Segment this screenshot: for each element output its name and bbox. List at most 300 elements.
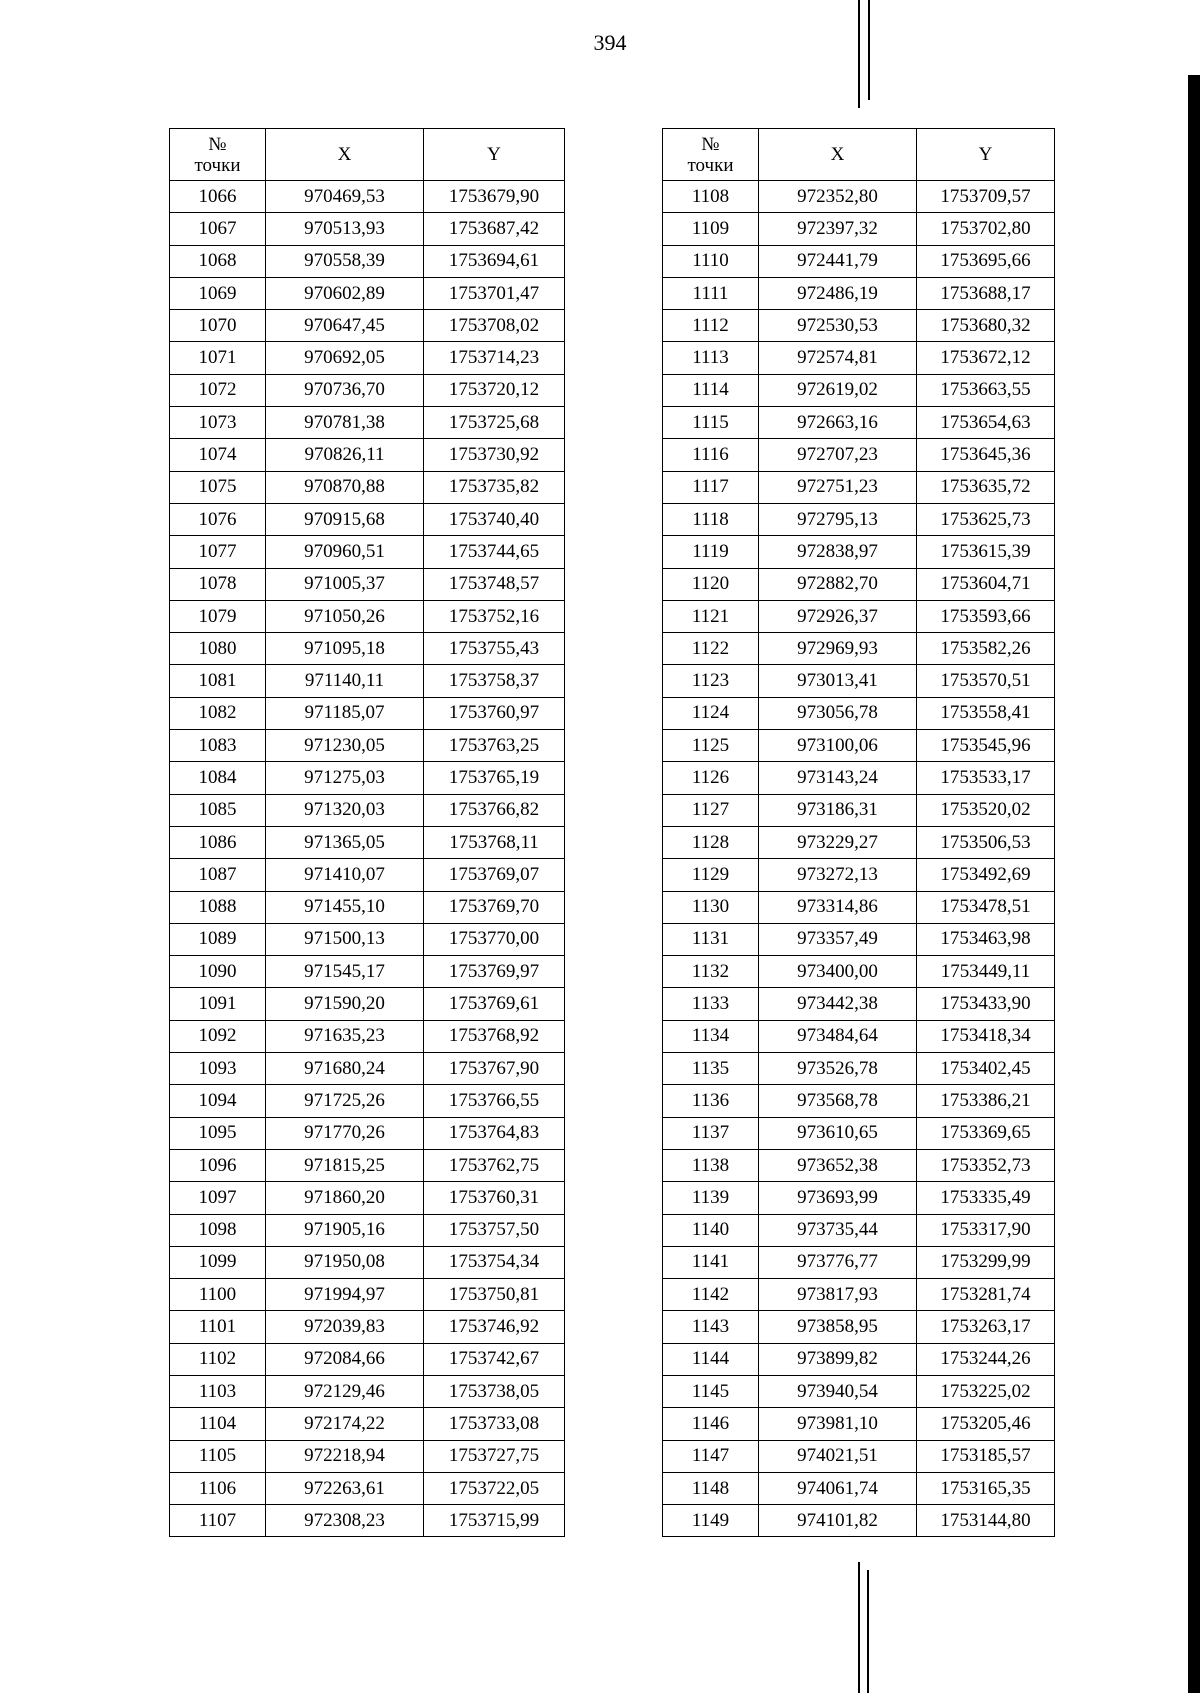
- table-row: [663, 310, 1055, 342]
- table-body: [170, 181, 565, 1537]
- point-number-cell: 1071: [170, 342, 266, 374]
- y-coordinate-cell: 1753733,08: [424, 1408, 565, 1440]
- y-coordinate-cell: 1753449,11: [917, 956, 1055, 988]
- table-row: [170, 730, 565, 762]
- table-body: [663, 181, 1055, 1537]
- table-row: [170, 697, 565, 729]
- x-coordinate-cell: 971365,05: [266, 826, 424, 858]
- x-coordinate-cell: 972882,70: [759, 568, 917, 600]
- y-coordinate-cell: 1753742,67: [424, 1343, 565, 1375]
- x-coordinate-cell: 970736,70: [266, 374, 424, 406]
- x-coordinate-cell: 972218,94: [266, 1440, 424, 1472]
- table-row: [663, 794, 1055, 826]
- point-number-cell: 1067: [170, 213, 266, 245]
- x-coordinate-cell: 973981,10: [759, 1408, 917, 1440]
- point-number-cell: 1080: [170, 633, 266, 665]
- x-coordinate-cell: 973100,06: [759, 730, 917, 762]
- y-coordinate-cell: 1753263,17: [917, 1311, 1055, 1343]
- point-number-cell: 1133: [663, 988, 759, 1020]
- column-header-number-sign: №: [701, 133, 720, 155]
- point-number-cell: 1076: [170, 503, 266, 535]
- y-coordinate-cell: 1753757,50: [424, 1214, 565, 1246]
- y-coordinate-cell: 1753144,80: [917, 1505, 1055, 1537]
- x-coordinate-cell: 973143,24: [759, 762, 917, 794]
- point-number-cell: 1107: [170, 1505, 266, 1537]
- point-number-cell: 1103: [170, 1375, 266, 1407]
- y-coordinate-cell: 1753770,00: [424, 923, 565, 955]
- point-number-cell: 1083: [170, 730, 266, 762]
- y-coordinate-cell: 1753768,92: [424, 1020, 565, 1052]
- y-coordinate-cell: 1753679,90: [424, 181, 565, 213]
- table-row: [170, 1020, 565, 1052]
- x-coordinate-cell: 973400,00: [759, 956, 917, 988]
- point-number-cell: 1146: [663, 1408, 759, 1440]
- point-number-cell: 1100: [170, 1279, 266, 1311]
- point-number-cell: 1113: [663, 342, 759, 374]
- table-row: [663, 1440, 1055, 1472]
- point-number-cell: 1116: [663, 439, 759, 471]
- table-row: [170, 1085, 565, 1117]
- y-coordinate-cell: 1753769,61: [424, 988, 565, 1020]
- table-row: [170, 1343, 565, 1375]
- point-number-cell: 1112: [663, 310, 759, 342]
- y-coordinate-cell: 1753769,70: [424, 891, 565, 923]
- x-coordinate-cell: 973013,41: [759, 665, 917, 697]
- point-number-cell: 1131: [663, 923, 759, 955]
- x-coordinate-cell: 971095,18: [266, 633, 424, 665]
- y-coordinate-cell: 1753688,17: [917, 277, 1055, 309]
- table-row: [663, 1472, 1055, 1504]
- table-row: [170, 310, 565, 342]
- x-coordinate-cell: 971005,37: [266, 568, 424, 600]
- table-row: [170, 988, 565, 1020]
- y-coordinate-cell: 1753748,57: [424, 568, 565, 600]
- x-coordinate-cell: 972795,13: [759, 503, 917, 535]
- table-row: [170, 1472, 565, 1504]
- table-row: [170, 503, 565, 535]
- y-coordinate-cell: 1753558,41: [917, 697, 1055, 729]
- point-number-cell: 1089: [170, 923, 266, 955]
- x-coordinate-cell: 972263,61: [266, 1472, 424, 1504]
- x-coordinate-cell: 972751,23: [759, 471, 917, 503]
- table-row: [170, 439, 565, 471]
- y-coordinate-cell: 1753740,40: [424, 503, 565, 535]
- x-coordinate-cell: 971185,07: [266, 697, 424, 729]
- table-row: [170, 859, 565, 891]
- column-header-x: X: [266, 129, 424, 181]
- y-coordinate-cell: 1753687,42: [424, 213, 565, 245]
- point-number-cell: 1095: [170, 1117, 266, 1149]
- y-coordinate-cell: 1753758,37: [424, 665, 565, 697]
- table-row: [663, 568, 1055, 600]
- point-number-cell: 1130: [663, 891, 759, 923]
- y-coordinate-cell: 1753766,55: [424, 1085, 565, 1117]
- table-row: [663, 600, 1055, 632]
- point-number-cell: 1088: [170, 891, 266, 923]
- point-number-cell: 1087: [170, 859, 266, 891]
- point-number-cell: 1128: [663, 826, 759, 858]
- point-number-cell: 1096: [170, 1149, 266, 1181]
- y-coordinate-cell: 1753520,02: [917, 794, 1055, 826]
- table-row: [663, 1149, 1055, 1181]
- y-coordinate-cell: 1753335,49: [917, 1182, 1055, 1214]
- page-number: 394: [593, 30, 627, 55]
- table-row: [663, 1246, 1055, 1278]
- x-coordinate-cell: 973186,31: [759, 794, 917, 826]
- x-coordinate-cell: 971770,26: [266, 1117, 424, 1149]
- y-coordinate-cell: 1753244,26: [917, 1343, 1055, 1375]
- x-coordinate-cell: 971905,16: [266, 1214, 424, 1246]
- y-coordinate-cell: 1753760,31: [424, 1182, 565, 1214]
- point-number-cell: 1104: [170, 1408, 266, 1440]
- table-row: [663, 859, 1055, 891]
- point-number-cell: 1084: [170, 762, 266, 794]
- y-coordinate-cell: 1753722,05: [424, 1472, 565, 1504]
- y-coordinate-cell: 1753715,99: [424, 1505, 565, 1537]
- y-coordinate-cell: 1753299,99: [917, 1246, 1055, 1278]
- x-coordinate-cell: 973442,38: [759, 988, 917, 1020]
- table-row: [663, 1117, 1055, 1149]
- y-coordinate-cell: 1753645,36: [917, 439, 1055, 471]
- table-row: [663, 665, 1055, 697]
- table-row: [170, 665, 565, 697]
- table-row: [170, 536, 565, 568]
- y-coordinate-cell: 1753545,96: [917, 730, 1055, 762]
- x-coordinate-cell: 973314,86: [759, 891, 917, 923]
- point-number-cell: 1072: [170, 374, 266, 406]
- scan-edge-bar: [1188, 75, 1200, 1693]
- x-coordinate-cell: 971950,08: [266, 1246, 424, 1278]
- column-header-point-word: точки: [687, 154, 734, 176]
- y-coordinate-cell: 1753764,83: [424, 1117, 565, 1149]
- table-row: [170, 1053, 565, 1085]
- y-coordinate-cell: 1753768,11: [424, 826, 565, 858]
- point-number-cell: 1106: [170, 1472, 266, 1504]
- x-coordinate-cell: 972352,80: [759, 181, 917, 213]
- x-coordinate-cell: 971230,05: [266, 730, 424, 762]
- table-row: [663, 1053, 1055, 1085]
- table-row: [663, 1408, 1055, 1440]
- column-header-point-word: точки: [194, 154, 241, 176]
- y-coordinate-cell: 1753762,75: [424, 1149, 565, 1181]
- y-coordinate-cell: 1753738,05: [424, 1375, 565, 1407]
- point-number-cell: 1139: [663, 1182, 759, 1214]
- y-coordinate-cell: 1753695,66: [917, 245, 1055, 277]
- table-row: [663, 503, 1055, 535]
- table-row: [663, 697, 1055, 729]
- x-coordinate-cell: 973484,64: [759, 1020, 917, 1052]
- table-row: [170, 374, 565, 406]
- y-coordinate-cell: 1753730,92: [424, 439, 565, 471]
- y-coordinate-cell: 1753750,81: [424, 1279, 565, 1311]
- table-row: [170, 1214, 565, 1246]
- x-coordinate-cell: 970870,88: [266, 471, 424, 503]
- x-coordinate-cell: 970915,68: [266, 503, 424, 535]
- y-coordinate-cell: 1753672,12: [917, 342, 1055, 374]
- point-number-cell: 1074: [170, 439, 266, 471]
- y-coordinate-cell: 1753635,72: [917, 471, 1055, 503]
- column-header-y: Y: [424, 129, 565, 181]
- x-coordinate-cell: 971500,13: [266, 923, 424, 955]
- x-coordinate-cell: 971635,23: [266, 1020, 424, 1052]
- table-row: [663, 1375, 1055, 1407]
- y-coordinate-cell: 1753654,63: [917, 407, 1055, 439]
- y-coordinate-cell: 1753593,66: [917, 600, 1055, 632]
- y-coordinate-cell: 1753767,90: [424, 1053, 565, 1085]
- table-row: [170, 568, 565, 600]
- x-coordinate-cell: 972129,46: [266, 1375, 424, 1407]
- table-row: [663, 1279, 1055, 1311]
- table-row: [663, 891, 1055, 923]
- point-number-cell: 1108: [663, 181, 759, 213]
- point-number-cell: 1069: [170, 277, 266, 309]
- x-coordinate-cell: 972441,79: [759, 245, 917, 277]
- x-coordinate-cell: 971590,20: [266, 988, 424, 1020]
- table-row: [663, 988, 1055, 1020]
- table-row: [170, 245, 565, 277]
- point-number-cell: 1135: [663, 1053, 759, 1085]
- x-coordinate-cell: 972397,32: [759, 213, 917, 245]
- y-coordinate-cell: 1753281,74: [917, 1279, 1055, 1311]
- point-number-cell: 1136: [663, 1085, 759, 1117]
- binding-rule-top: [868, 0, 870, 100]
- table-row: [170, 1375, 565, 1407]
- point-number-cell: 1109: [663, 213, 759, 245]
- table-row: [663, 245, 1055, 277]
- table-row: [170, 277, 565, 309]
- x-coordinate-cell: 973817,93: [759, 1279, 917, 1311]
- y-coordinate-cell: 1753752,16: [424, 600, 565, 632]
- y-coordinate-cell: 1753506,53: [917, 826, 1055, 858]
- point-number-cell: 1101: [170, 1311, 266, 1343]
- x-coordinate-cell: 972838,97: [759, 536, 917, 568]
- point-number-cell: 1149: [663, 1505, 759, 1537]
- table-row: [663, 342, 1055, 374]
- y-coordinate-cell: 1753769,97: [424, 956, 565, 988]
- table-row: [170, 471, 565, 503]
- point-number-cell: 1138: [663, 1149, 759, 1181]
- point-number-cell: 1077: [170, 536, 266, 568]
- y-coordinate-cell: 1753727,75: [424, 1440, 565, 1472]
- table-row: [170, 1149, 565, 1181]
- point-number-cell: 1066: [170, 181, 266, 213]
- table-row: [663, 1085, 1055, 1117]
- point-number-cell: 1144: [663, 1343, 759, 1375]
- table-row: [663, 181, 1055, 213]
- table-row: [663, 407, 1055, 439]
- point-number-cell: 1094: [170, 1085, 266, 1117]
- point-number-cell: 1148: [663, 1472, 759, 1504]
- table-row: [170, 1246, 565, 1278]
- table-row: [170, 342, 565, 374]
- x-coordinate-cell: 971455,10: [266, 891, 424, 923]
- y-coordinate-cell: 1753582,26: [917, 633, 1055, 665]
- point-number-cell: 1126: [663, 762, 759, 794]
- y-coordinate-cell: 1753533,17: [917, 762, 1055, 794]
- x-coordinate-cell: 972663,16: [759, 407, 917, 439]
- x-coordinate-cell: 973056,78: [759, 697, 917, 729]
- point-number-cell: 1092: [170, 1020, 266, 1052]
- point-number-cell: 1085: [170, 794, 266, 826]
- point-number-cell: 1111: [663, 277, 759, 309]
- table-row: [170, 1311, 565, 1343]
- point-number-cell: 1142: [663, 1279, 759, 1311]
- y-coordinate-cell: 1753709,57: [917, 181, 1055, 213]
- point-number-cell: 1091: [170, 988, 266, 1020]
- x-coordinate-cell: 972969,93: [759, 633, 917, 665]
- column-header-y: Y: [917, 129, 1055, 181]
- table-row: [663, 536, 1055, 568]
- point-number-cell: 1140: [663, 1214, 759, 1246]
- x-coordinate-cell: 974021,51: [759, 1440, 917, 1472]
- table-row: [663, 923, 1055, 955]
- x-coordinate-cell: 973610,65: [759, 1117, 917, 1149]
- point-number-cell: 1129: [663, 859, 759, 891]
- point-number-cell: 1110: [663, 245, 759, 277]
- point-number-cell: 1118: [663, 503, 759, 535]
- point-number-cell: 1124: [663, 697, 759, 729]
- x-coordinate-cell: 970960,51: [266, 536, 424, 568]
- x-coordinate-cell: 971680,24: [266, 1053, 424, 1085]
- table-row: [663, 633, 1055, 665]
- point-number-cell: 1086: [170, 826, 266, 858]
- x-coordinate-cell: 971545,17: [266, 956, 424, 988]
- point-number-cell: 1073: [170, 407, 266, 439]
- point-number-cell: 1098: [170, 1214, 266, 1246]
- table-row: [663, 374, 1055, 406]
- y-coordinate-cell: 1753763,25: [424, 730, 565, 762]
- coordinates-table-right: [662, 128, 1055, 1537]
- point-number-cell: 1137: [663, 1117, 759, 1149]
- point-number-cell: 1117: [663, 471, 759, 503]
- point-number-cell: 1093: [170, 1053, 266, 1085]
- x-coordinate-cell: 971050,26: [266, 600, 424, 632]
- table-row: [663, 1020, 1055, 1052]
- y-coordinate-cell: 1753352,73: [917, 1149, 1055, 1181]
- point-number-cell: 1114: [663, 374, 759, 406]
- table-row: [170, 826, 565, 858]
- point-number-cell: 1121: [663, 600, 759, 632]
- x-coordinate-cell: 973693,99: [759, 1182, 917, 1214]
- point-number-cell: 1127: [663, 794, 759, 826]
- table-row: [170, 1182, 565, 1214]
- x-coordinate-cell: 972486,19: [759, 277, 917, 309]
- table-row: [663, 762, 1055, 794]
- table-row: [663, 826, 1055, 858]
- point-number-cell: 1105: [170, 1440, 266, 1472]
- x-coordinate-cell: 973858,95: [759, 1311, 917, 1343]
- column-header-x: X: [759, 129, 917, 181]
- y-coordinate-cell: 1753714,23: [424, 342, 565, 374]
- x-coordinate-cell: 973940,54: [759, 1375, 917, 1407]
- x-coordinate-cell: 972039,83: [266, 1311, 424, 1343]
- y-coordinate-cell: 1753680,32: [917, 310, 1055, 342]
- y-coordinate-cell: 1753708,02: [424, 310, 565, 342]
- binding-rule-top: [858, 0, 860, 108]
- x-coordinate-cell: 974101,82: [759, 1505, 917, 1537]
- coordinates-table-left: [169, 128, 565, 1537]
- point-number-cell: 1070: [170, 310, 266, 342]
- y-coordinate-cell: 1753754,34: [424, 1246, 565, 1278]
- y-coordinate-cell: 1753492,69: [917, 859, 1055, 891]
- x-coordinate-cell: 973652,38: [759, 1149, 917, 1181]
- point-number-cell: 1120: [663, 568, 759, 600]
- point-number-cell: 1132: [663, 956, 759, 988]
- x-coordinate-cell: 970826,11: [266, 439, 424, 471]
- x-coordinate-cell: 972084,66: [266, 1343, 424, 1375]
- y-coordinate-cell: 1753418,34: [917, 1020, 1055, 1052]
- point-number-cell: 1145: [663, 1375, 759, 1407]
- x-coordinate-cell: 970692,05: [266, 342, 424, 374]
- point-number-cell: 1102: [170, 1343, 266, 1375]
- point-number-cell: 1090: [170, 956, 266, 988]
- y-coordinate-cell: 1753433,90: [917, 988, 1055, 1020]
- table-row: [170, 600, 565, 632]
- x-coordinate-cell: 971725,26: [266, 1085, 424, 1117]
- table-row: [170, 1440, 565, 1472]
- y-coordinate-cell: 1753463,98: [917, 923, 1055, 955]
- x-coordinate-cell: 970513,93: [266, 213, 424, 245]
- point-number-cell: 1115: [663, 407, 759, 439]
- y-coordinate-cell: 1753369,65: [917, 1117, 1055, 1149]
- point-number-cell: 1143: [663, 1311, 759, 1343]
- table-row: [663, 956, 1055, 988]
- y-coordinate-cell: 1753402,45: [917, 1053, 1055, 1085]
- binding-rule-bottom: [858, 1562, 860, 1693]
- table-row: [170, 181, 565, 213]
- table-row: [170, 633, 565, 665]
- y-coordinate-cell: 1753694,61: [424, 245, 565, 277]
- x-coordinate-cell: 972530,53: [759, 310, 917, 342]
- table-row: [170, 923, 565, 955]
- x-coordinate-cell: 970558,39: [266, 245, 424, 277]
- x-coordinate-cell: 972707,23: [759, 439, 917, 471]
- x-coordinate-cell: 972308,23: [266, 1505, 424, 1537]
- y-coordinate-cell: 1753478,51: [917, 891, 1055, 923]
- y-coordinate-cell: 1753702,80: [917, 213, 1055, 245]
- y-coordinate-cell: 1753725,68: [424, 407, 565, 439]
- table-row: [663, 1343, 1055, 1375]
- x-coordinate-cell: 971994,97: [266, 1279, 424, 1311]
- x-coordinate-cell: 971320,03: [266, 794, 424, 826]
- table-row: [663, 471, 1055, 503]
- x-coordinate-cell: 972574,81: [759, 342, 917, 374]
- binding-rule-bottom: [867, 1570, 869, 1693]
- x-coordinate-cell: 973526,78: [759, 1053, 917, 1085]
- y-coordinate-cell: 1753570,51: [917, 665, 1055, 697]
- table-row: [170, 794, 565, 826]
- column-header-point-number: [170, 129, 266, 181]
- x-coordinate-cell: 970602,89: [266, 277, 424, 309]
- x-coordinate-cell: 970647,45: [266, 310, 424, 342]
- point-number-cell: 1081: [170, 665, 266, 697]
- column-header-number-sign: №: [208, 133, 227, 155]
- table-row: [663, 1505, 1055, 1537]
- y-coordinate-cell: 1753225,02: [917, 1375, 1055, 1407]
- table-row: [663, 439, 1055, 471]
- point-number-cell: 1141: [663, 1246, 759, 1278]
- x-coordinate-cell: 971275,03: [266, 762, 424, 794]
- y-coordinate-cell: 1753720,12: [424, 374, 565, 406]
- y-coordinate-cell: 1753386,21: [917, 1085, 1055, 1117]
- y-coordinate-cell: 1753760,97: [424, 697, 565, 729]
- point-number-cell: 1068: [170, 245, 266, 277]
- table-row: [663, 213, 1055, 245]
- table-row: [170, 1408, 565, 1440]
- point-number-cell: 1147: [663, 1440, 759, 1472]
- point-number-cell: 1082: [170, 697, 266, 729]
- x-coordinate-cell: 974061,74: [759, 1472, 917, 1504]
